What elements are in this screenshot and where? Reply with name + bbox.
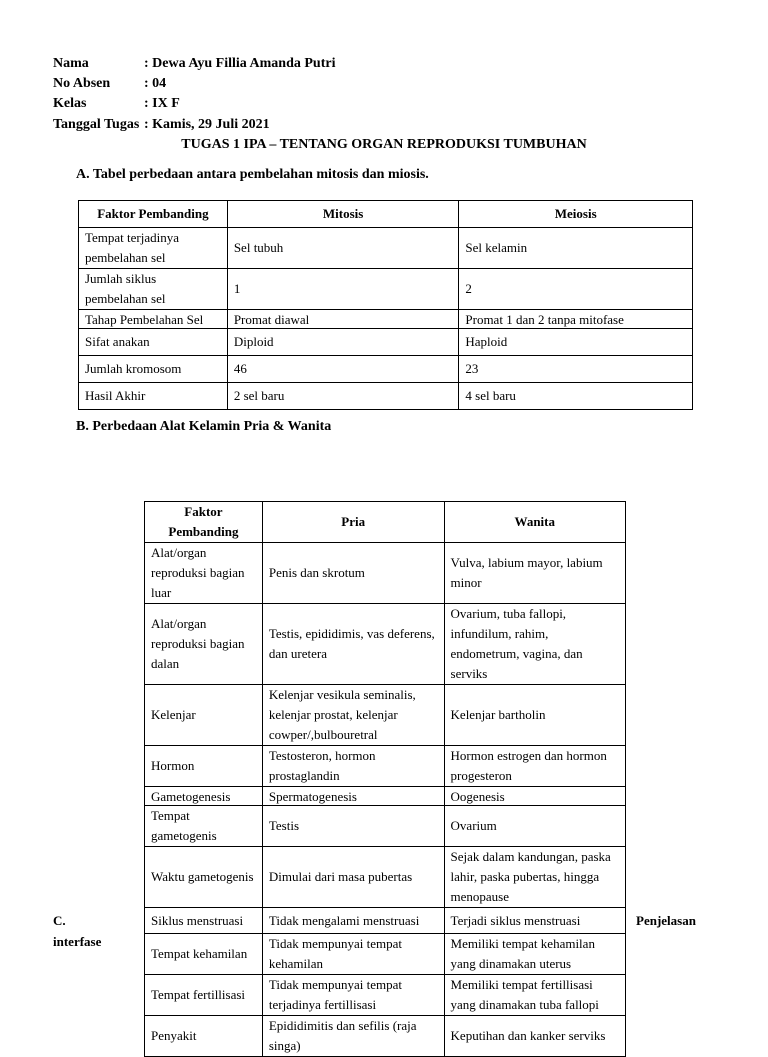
- table-cell: Sel tubuh: [227, 228, 459, 269]
- table-cell: Penis dan skrotum: [262, 543, 444, 604]
- table-row: [145, 1016, 626, 1057]
- table-cell: Tidak mengalami menstruasi: [262, 908, 444, 934]
- table-cell: Testosteron, hormon prostaglandin: [262, 746, 444, 787]
- table-row: [79, 383, 693, 410]
- table-row: [79, 329, 693, 356]
- tanggal-label: Tanggal Tugas: [53, 117, 140, 132]
- table-cell: Tempat gametogenis: [145, 806, 263, 847]
- table-cell: Hormon estrogen dan hormon progesteron: [444, 746, 625, 787]
- table-cell: Jumlah kromosom: [79, 356, 228, 383]
- table-cell: Spermatogenesis: [262, 787, 444, 806]
- table-row: [79, 356, 693, 383]
- pria-wanita-table: [144, 501, 626, 1057]
- table-row: [79, 269, 693, 310]
- section-c-word-right: Penjelasan: [636, 913, 696, 928]
- tanggal-value: : Kamis, 29 Juli 2021: [144, 117, 270, 132]
- table-cell: 2 sel baru: [227, 383, 459, 410]
- table-cell: Sifat anakan: [79, 329, 228, 356]
- absen-label: No Absen: [53, 76, 111, 91]
- nama-value: : Dewa Ayu Fillia Amanda Putri: [144, 56, 336, 71]
- table-cell: Ovarium, tuba fallopi, infundilum, rahim, endometrum, vagina, dan serviks: [444, 604, 625, 685]
- table-cell: Tempat fertillisasi: [145, 975, 263, 1016]
- table-cell: Alat/organ reproduksi bagian dalan: [145, 604, 263, 685]
- table-cell: Waktu gametogenis: [145, 847, 263, 908]
- table-row: [145, 685, 626, 746]
- mitosis-meiosis-table: [78, 200, 693, 410]
- table-cell: Penyakit: [145, 1016, 263, 1057]
- table-cell: Promat 1 dan 2 tanpa mitofase: [459, 310, 693, 329]
- section-c-word-left: interfase: [53, 934, 102, 949]
- table-cell: Alat/organ reproduksi bagian luar: [145, 543, 263, 604]
- kelas-value: : IX F: [144, 96, 180, 111]
- table-cell: Gametogenesis: [145, 787, 263, 806]
- table-cell: Keputihan dan kanker serviks: [444, 1016, 625, 1057]
- table-header-cell: Wanita: [444, 502, 625, 543]
- table-cell: Kelenjar: [145, 685, 263, 746]
- table-row: [145, 543, 626, 604]
- table-row: [145, 746, 626, 787]
- table-cell: Siklus menstruasi: [145, 908, 263, 934]
- table-header-cell: Mitosis: [227, 201, 459, 228]
- table-row: [145, 975, 626, 1016]
- table-header-row: [145, 502, 626, 543]
- table-header-cell: Meiosis: [459, 201, 693, 228]
- table-cell: 2: [459, 269, 693, 310]
- table-cell: Promat diawal: [227, 310, 459, 329]
- nama-label: Nama: [53, 56, 89, 71]
- section-c-label: C.: [53, 913, 66, 928]
- table-cell: Testis, epididimis, vas deferens, dan uretera: [262, 604, 444, 685]
- table-row: [145, 934, 626, 975]
- table-cell: 23: [459, 356, 693, 383]
- table-cell: Testis: [262, 806, 444, 847]
- table-cell: Memiliki tempat kehamilan yang dinamakan uterus: [444, 934, 625, 975]
- table-row: [145, 787, 626, 806]
- table-cell: Hasil Akhir: [79, 383, 228, 410]
- table-cell: Hormon: [145, 746, 263, 787]
- table-cell: Terjadi siklus menstruasi: [444, 908, 625, 934]
- section-b-heading: B. Perbedaan Alat Kelamin Pria & Wanita: [76, 419, 332, 434]
- table-row: [145, 847, 626, 908]
- table-cell: Vulva, labium mayor, labium minor: [444, 543, 625, 604]
- section-a-heading: A. Tabel perbedaan antara pembelahan mitosis dan miosis.: [76, 167, 429, 182]
- absen-value: : 04: [144, 76, 167, 91]
- table-header-cell: Pria: [262, 502, 444, 543]
- table-row: [145, 806, 626, 847]
- table-cell: Epididimitis dan sefilis (raja singa): [262, 1016, 444, 1057]
- table-cell: Sejak dalam kandungan, paska lahir, paska pubertas, hingga menopause: [444, 847, 625, 908]
- table-row: [145, 604, 626, 685]
- table-row: [79, 310, 693, 329]
- table-cell: Tidak mempunyai tempat kehamilan: [262, 934, 444, 975]
- table-cell: Dimulai dari masa pubertas: [262, 847, 444, 908]
- table-cell: Tempat kehamilan: [145, 934, 263, 975]
- kelas-label: Kelas: [53, 96, 87, 111]
- table-cell: Jumlah siklus pembelahan sel: [79, 269, 228, 310]
- table-cell: Ovarium: [444, 806, 625, 847]
- table-cell: Kelenjar vesikula seminalis, kelenjar prostat, kelenjar cowper/,bulbouretral: [262, 685, 444, 746]
- page-title: TUGAS 1 IPA – TENTANG ORGAN REPRODUKSI TUMBUHAN: [181, 137, 587, 152]
- table-header-cell: Faktor Pembanding: [145, 502, 263, 543]
- table-cell: Tidak mempunyai tempat terjadinya fertillisasi: [262, 975, 444, 1016]
- table-cell: 46: [227, 356, 459, 383]
- table-cell: Diploid: [227, 329, 459, 356]
- table-row: [145, 908, 626, 934]
- table-cell: Sel kelamin: [459, 228, 693, 269]
- table-cell: Tempat terjadinya pembelahan sel: [79, 228, 228, 269]
- table-cell: Memiliki tempat fertillisasi yang dinamakan tuba fallopi: [444, 975, 625, 1016]
- table-cell: Haploid: [459, 329, 693, 356]
- table-header-row: [79, 201, 693, 228]
- table-cell: 1: [227, 269, 459, 310]
- table-cell: Kelenjar bartholin: [444, 685, 625, 746]
- table-row: [79, 228, 693, 269]
- table-cell: 4 sel baru: [459, 383, 693, 410]
- table-cell: Tahap Pembelahan Sel: [79, 310, 228, 329]
- table-header-cell: Faktor Pembanding: [79, 201, 228, 228]
- table-cell: Oogenesis: [444, 787, 625, 806]
